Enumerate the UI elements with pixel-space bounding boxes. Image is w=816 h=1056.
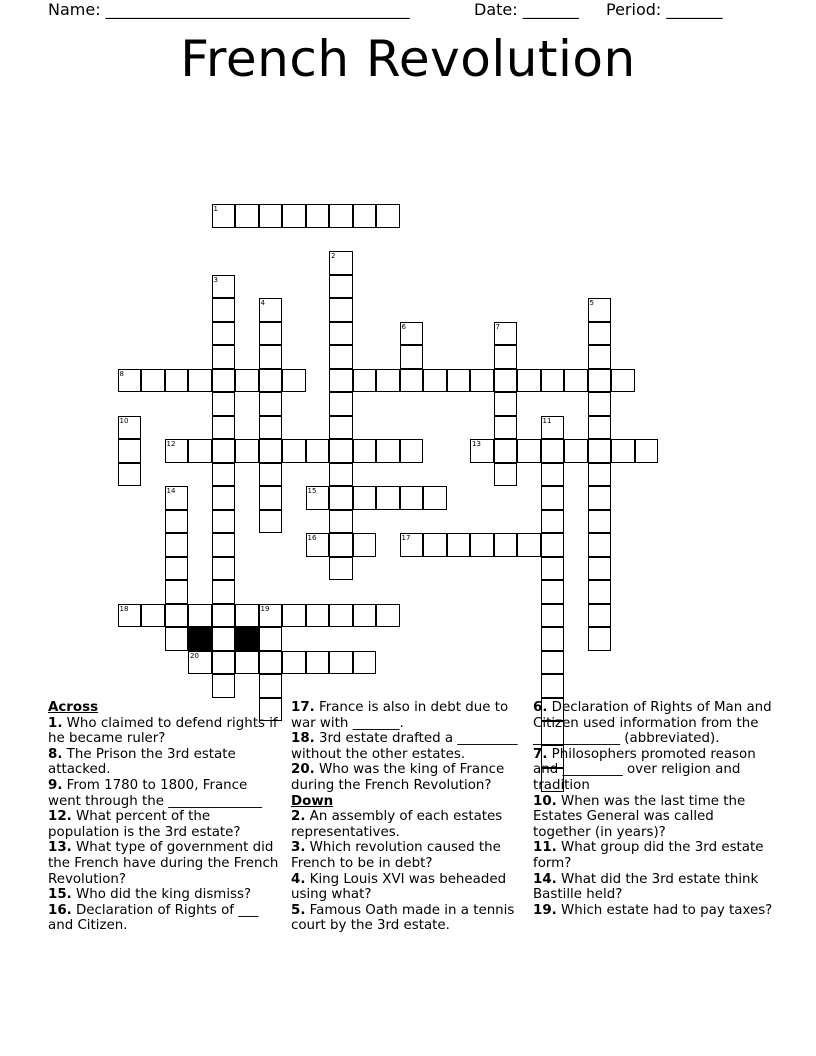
grid-cell[interactable] [494,392,518,416]
clue-number-label: 17. [291,700,315,715]
grid-cell[interactable] [118,604,142,628]
grid-cell[interactable] [588,486,612,510]
clue-item [291,700,521,731]
grid-cell[interactable] [376,369,400,393]
grid-cell[interactable] [306,204,330,228]
grid-cell[interactable] [259,604,283,628]
clue-number: 13 [472,440,481,448]
clue-number-label: 20. [291,762,315,778]
grid-cell[interactable] [588,463,612,487]
clue-number: 5 [589,299,594,307]
clue-text: Who did the king dismiss? [71,887,252,903]
grid-cell[interactable] [400,533,424,557]
grid-cell[interactable] [165,604,189,628]
clue-number: 10 [119,416,129,425]
grid-cell[interactable] [118,439,142,463]
grid-cell[interactable] [541,510,565,534]
clue-number-label: 15. [48,887,72,903]
clue-item [533,903,773,919]
clue-item [48,778,284,809]
grid-cell[interactable] [329,251,353,275]
grid-cell[interactable] [541,674,565,698]
clue-item [48,840,284,887]
grid-cell[interactable] [588,604,612,628]
clue-number: 20 [190,651,199,660]
grid-cell[interactable] [212,651,236,675]
grid-cell[interactable] [376,204,400,228]
clues-column-3 [533,700,773,918]
grid-cell[interactable] [541,604,565,628]
clue-text: What type of government did the French have during the French Revolution? [48,840,279,887]
grid-cell[interactable] [329,298,353,322]
grid-cell[interactable] [494,345,518,369]
grid-cell[interactable] [423,533,447,557]
grid-cell[interactable] [588,533,612,557]
grid-cell[interactable] [329,463,353,487]
clue-number: 8 [119,369,124,378]
grid-cell[interactable] [259,392,283,416]
grid-cell[interactable] [306,533,330,557]
grid-cell[interactable] [212,674,236,698]
clue-text: Who claimed to defend rights if he became ruler? [48,715,278,747]
grid-cell[interactable] [376,439,400,463]
grid-cell[interactable] [541,416,565,440]
grid-cell[interactable] [329,651,353,675]
grid-cell[interactable] [329,275,353,299]
clue-text: An assembly of each estates representatives. [291,809,503,840]
clue-number-label: 12. [48,809,72,825]
grid-cell[interactable] [588,627,612,651]
clue-text: What did the 3rd estate think Bastille held? [533,871,759,903]
grid-cell[interactable] [282,651,306,675]
grid-cell[interactable] [541,369,565,393]
clue-text: France is also in debt due to war with _______. [291,700,509,731]
grid-cell[interactable] [259,674,283,698]
clue-number: 7 [495,322,500,331]
grid-cell[interactable] [400,369,424,393]
clue-number-label: 18. [291,731,315,747]
grid-cell[interactable] [541,533,565,557]
clue-text: What group did the 3rd estate form? [533,840,764,871]
grid-cell[interactable] [212,322,236,346]
grid-cell[interactable] [376,604,400,628]
clue-item [291,809,521,840]
clues-column-2 [291,700,521,934]
grid-cell[interactable] [212,557,236,581]
clue-text: Philosophers promoted reason and _________ over religion and tradition [533,746,756,793]
grid-cell[interactable] [353,533,377,557]
clue-item [291,872,521,903]
grid-cell[interactable] [447,369,471,393]
grid-cell[interactable] [400,322,424,346]
grid-cell[interactable] [611,369,635,393]
clue-number: 4 [260,299,265,307]
grid-cell[interactable] [165,627,189,651]
grid-cell[interactable] [588,439,612,463]
grid-cell[interactable] [235,651,259,675]
grid-cell[interactable] [118,416,142,440]
grid-cell[interactable] [165,533,189,557]
clue-number-label: 19. [533,902,557,918]
grid-cell[interactable] [588,416,612,440]
clue-number: 18 [119,604,129,613]
clue-text: 3rd estate drafted a _________ without the other estates. [291,731,518,762]
grid-cell[interactable] [235,439,259,463]
clue-item [533,700,773,747]
clue-item [533,840,773,871]
grid-cell[interactable] [165,510,189,534]
clue-item [533,747,773,794]
grid-cell[interactable] [329,345,353,369]
grid-cell[interactable] [353,369,377,393]
clues-column-1 [48,700,284,934]
grid-cell[interactable] [423,369,447,393]
grid-cell[interactable] [470,533,494,557]
grid-cell[interactable] [329,369,353,393]
grid-cell[interactable] [235,604,259,628]
grid-cell[interactable] [212,580,236,604]
clue-number-label: 8. [48,746,63,762]
grid-cell[interactable] [329,204,353,228]
grid-cell[interactable] [188,651,212,675]
grid-cell[interactable] [165,557,189,581]
grid-cell[interactable] [306,486,330,510]
black-cell [235,627,259,651]
down-heading: Down [291,793,334,809]
grid-cell[interactable] [212,275,236,299]
grid-cell[interactable] [494,533,518,557]
grid-cell[interactable] [588,557,612,581]
clue-text: From 1780 to 1800, France went through the ______________ [48,777,263,809]
clue-number: 19 [260,604,270,613]
clue-number-label: 2. [291,809,306,825]
grid-cell[interactable] [494,439,518,463]
grid-cell[interactable] [564,369,588,393]
clue-number: 6 [401,322,406,331]
grid-cell[interactable] [470,369,494,393]
clue-number-label: 1. [48,715,63,731]
grid-cell[interactable] [212,416,236,440]
clue-item [533,872,773,903]
grid-cell[interactable] [329,604,353,628]
grid-cell[interactable] [611,439,635,463]
clue-item [291,762,521,793]
grid-cell[interactable] [635,439,659,463]
grid-cell[interactable] [212,345,236,369]
grid-cell[interactable] [118,369,142,393]
grid-cell[interactable] [329,392,353,416]
clue-number-label: 11. [533,840,557,856]
grid-cell[interactable] [588,580,612,604]
grid-cell[interactable] [329,322,353,346]
clue-number-label: 13. [48,840,72,856]
grid-cell[interactable] [259,486,283,510]
grid-cell[interactable] [329,486,353,510]
grid-cell[interactable] [353,439,377,463]
grid-cell[interactable] [588,510,612,534]
grid-cell[interactable] [353,604,377,628]
clue-item [48,809,284,840]
grid-cell[interactable] [588,298,612,322]
grid-cell[interactable] [259,651,283,675]
grid-cell[interactable] [188,604,212,628]
grid-cell[interactable] [400,345,424,369]
grid-cell[interactable] [212,627,236,651]
clue-text: Which revolution caused the French to be in debt? [291,840,501,871]
clue-number: 11 [542,416,552,425]
date-field[interactable]: Date: _______ [474,0,579,19]
clue-number-label: 10. [533,793,557,809]
name-field[interactable]: Name: ______________________________________ [48,0,410,19]
grid-cell[interactable] [400,439,424,463]
grid-cell[interactable] [165,369,189,393]
clue-item [291,903,521,934]
clue-number: 17 [401,534,411,542]
clue-number: 2 [331,252,336,260]
grid-cell[interactable] [494,322,518,346]
grid-cell[interactable] [165,580,189,604]
grid-cell[interactable] [494,416,518,440]
clue-item [48,887,284,903]
grid-cell[interactable] [259,416,283,440]
grid-cell[interactable] [141,604,165,628]
clue-number-label: 16. [48,902,72,918]
clue-text: Who was the king of France during the French Revolution? [291,762,505,793]
grid-cell[interactable] [588,392,612,416]
clue-number: 12 [166,440,176,448]
grid-cell[interactable] [282,439,306,463]
clue-number: 1 [213,205,218,213]
clue-number-label: 9. [48,777,63,793]
grid-cell[interactable] [329,533,353,557]
grid-cell[interactable] [212,392,236,416]
grid-cell[interactable] [541,651,565,675]
grid-cell[interactable] [470,439,494,463]
grid-cell[interactable] [423,486,447,510]
clue-number-label: 14. [533,871,557,887]
clue-text: What percent of the population is the 3rd estate? [48,809,241,840]
grid-cell[interactable] [212,439,236,463]
grid-cell[interactable] [212,510,236,534]
clue-item [48,716,284,747]
clue-number-label: 5. [291,902,306,918]
grid-cell[interactable] [564,439,588,463]
clue-number-label: 7. [533,746,548,762]
grid-cell[interactable] [235,369,259,393]
grid-cell[interactable] [329,439,353,463]
clue-item [291,840,521,871]
grid-cell[interactable] [212,604,236,628]
grid-cell[interactable] [588,322,612,346]
grid-cell[interactable] [259,510,283,534]
clue-number: 16 [307,534,317,542]
clue-number: 3 [213,275,218,284]
grid-cell[interactable] [376,486,400,510]
grid-cell[interactable] [212,204,236,228]
grid-cell[interactable] [188,439,212,463]
grid-cell[interactable] [165,486,189,510]
grid-cell[interactable] [188,369,212,393]
grid-cell[interactable] [306,651,330,675]
grid-cell[interactable] [517,533,541,557]
grid-cell[interactable] [541,580,565,604]
clue-text: Which estate had to pay taxes? [556,902,773,918]
grid-cell[interactable] [329,416,353,440]
clue-item [291,731,521,762]
grid-cell[interactable] [259,204,283,228]
grid-cell[interactable] [259,298,283,322]
grid-cell[interactable] [118,463,142,487]
grid-cell[interactable] [212,298,236,322]
grid-cell[interactable] [235,204,259,228]
grid-cell[interactable] [282,204,306,228]
clue-number: 14 [166,487,176,495]
grid-cell[interactable] [259,369,283,393]
clue-item [533,794,773,841]
grid-cell[interactable] [517,439,541,463]
grid-cell[interactable] [588,345,612,369]
grid-cell[interactable] [259,463,283,487]
clue-item [48,903,284,934]
clue-text: Declaration of Rights of Man and Citizen used information from the _____________ (abbreviated). [533,700,772,747]
grid-cell[interactable] [329,557,353,581]
grid-cell[interactable] [259,322,283,346]
grid-cell[interactable] [259,627,283,651]
grid-cell[interactable] [353,204,377,228]
grid-cell[interactable] [259,345,283,369]
grid-cell[interactable] [494,463,518,487]
clue-text: Famous Oath made in a tennis court by the 3rd estate. [291,902,515,934]
grid-cell[interactable] [212,369,236,393]
grid-cell[interactable] [306,439,330,463]
across-heading: Across [48,700,99,715]
clue-text: When was the last time the Estates General was called together (in years)? [533,793,746,840]
grid-cell[interactable] [329,510,353,534]
clue-text: King Louis XVI was beheaded using what? [291,871,507,903]
clue-text: The Prison the 3rd estate attacked. [48,746,236,778]
grid-cell[interactable] [541,486,565,510]
clue-number-label: 6. [533,700,548,715]
grid-cell[interactable] [588,369,612,393]
grid-cell[interactable] [353,486,377,510]
clue-text: Declaration of Rights of ___ and Citizen. [48,902,259,934]
grid-cell[interactable] [541,557,565,581]
grid-cell[interactable] [306,604,330,628]
grid-cell[interactable] [541,463,565,487]
page-title: French Revolution [180,30,636,88]
grid-cell[interactable] [353,651,377,675]
grid-cell[interactable] [541,439,565,463]
grid-cell[interactable] [165,439,189,463]
grid-cell[interactable] [212,533,236,557]
grid-cell[interactable] [259,439,283,463]
clue-item [48,747,284,778]
grid-cell[interactable] [517,369,541,393]
grid-cell[interactable] [541,627,565,651]
grid-cell[interactable] [494,369,518,393]
clue-number-label: 3. [291,840,306,856]
black-cell [188,627,212,651]
clue-number: 15 [307,487,317,495]
grid-cell[interactable] [400,486,424,510]
grid-cell[interactable] [141,369,165,393]
grid-cell[interactable] [282,369,306,393]
grid-cell[interactable] [282,604,306,628]
clue-number-label: 4. [291,871,306,887]
grid-cell[interactable] [212,486,236,510]
period-field[interactable]: Period: _______ [606,0,723,19]
grid-cell[interactable] [212,463,236,487]
grid-cell[interactable] [447,533,471,557]
